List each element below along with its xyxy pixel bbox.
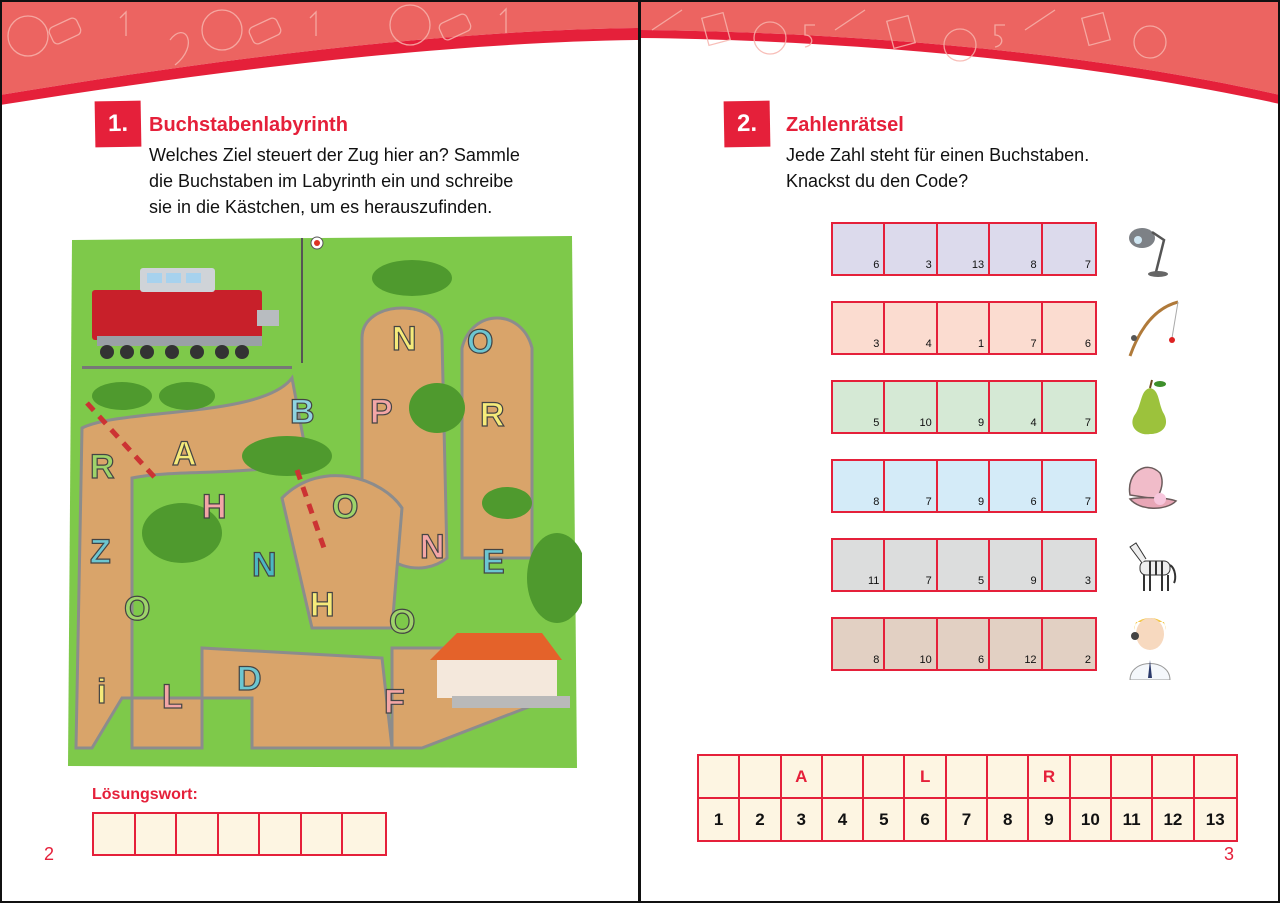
key-letter-cell[interactable] [947,756,988,797]
key-letter-cell[interactable] [1112,756,1153,797]
solution-box[interactable] [136,814,178,854]
svg-text:H: H [202,488,227,526]
key-number-cell: 8 [988,799,1029,840]
svg-text:F: F [384,683,405,721]
code-row-oyster [831,459,1097,513]
key-letter-cell[interactable] [1153,756,1194,797]
zebra-icon [1120,535,1180,595]
key-numbers-row [699,797,1236,840]
fishing-rod-icon [1120,298,1180,358]
code-box[interactable]: 4 [990,382,1042,432]
key-letter-cell[interactable] [988,756,1029,797]
code-box[interactable]: 6 [990,461,1042,511]
code-box[interactable]: 11 [833,540,885,590]
page-number: 3 [1224,844,1235,864]
code-box[interactable]: 3 [833,303,885,353]
code-box[interactable]: 3 [1084,575,1091,587]
code-box[interactable]: 8 [833,619,885,669]
code-box[interactable]: 4 [885,303,937,353]
oyster-pearl-icon [1120,455,1180,515]
solution-word-label: Lösungswort: [92,786,198,803]
code-box[interactable]: 1 [938,303,990,353]
code-box[interactable]: 8 [990,224,1042,274]
code-key-table [697,754,1238,842]
page-number: 2 [44,844,55,864]
code-box[interactable]: 6 [938,619,990,669]
key-letter-cell[interactable] [699,756,740,797]
solution-box[interactable] [94,814,136,854]
key-letter-cell[interactable] [823,756,864,797]
code-box[interactable]: 10 [885,382,937,432]
svg-text:L: L [162,678,183,716]
key-number-cell: 3 [782,799,823,840]
code-box[interactable]: 9 [938,461,990,511]
spine-divider [638,0,641,903]
key-number-cell: 5 [864,799,905,840]
svg-text:P: P [370,393,393,431]
key-letter-cell[interactable]: A [782,756,823,797]
key-number-cell: 11 [1112,799,1153,840]
instruction-line: Welches Ziel steuert der Zug hier an? Sammle [149,145,520,165]
solution-box[interactable] [219,814,261,854]
svg-text:O: O [389,603,416,641]
solution-word-boxes [92,812,387,856]
code-box[interactable]: 7 [885,540,937,590]
code-box[interactable]: 9 [990,540,1042,590]
key-letter-cell[interactable]: R [1029,756,1070,797]
code-box[interactable]: 6 [833,224,885,274]
key-letter-cell[interactable] [1195,756,1236,797]
code-box[interactable]: 7 [1084,259,1091,271]
key-number-cell: 2 [740,799,781,840]
pear-icon [1120,376,1180,436]
svg-text:A: A [172,435,197,473]
key-number-cell: 13 [1205,809,1225,829]
key-number-cell: 10 [1071,799,1112,840]
svg-text:B: B [290,393,315,431]
code-box[interactable]: 9 [938,382,990,432]
svg-text:H: H [310,586,335,624]
key-number-cell: 6 [905,799,946,840]
instruction-line: Knackst du den Code? [786,171,969,191]
key-letter-cell[interactable] [740,756,781,797]
key-letters-row [699,756,1236,797]
pilot-icon [1120,610,1180,680]
key-number-cell: 1 [699,799,740,840]
code-row-pilot [831,617,1097,671]
svg-text:N: N [392,320,417,358]
svg-text:N: N [420,528,445,566]
task-instructions [149,142,520,220]
instruction-line: die Buchstaben im Labyrinth ein und schreibe [149,171,514,191]
solution-box[interactable] [343,814,385,854]
code-box[interactable]: 5 [833,382,885,432]
code-box[interactable]: 7 [990,303,1042,353]
header-banner [0,0,640,110]
svg-text:O: O [124,590,151,628]
svg-text:O: O [467,323,494,361]
code-box[interactable]: 12 [990,619,1042,669]
solution-box[interactable] [302,814,344,854]
instruction-line: Jede Zahl steht für einen Buchstaben. [786,145,1090,165]
solution-box[interactable] [260,814,302,854]
key-number-cell: 12 [1153,799,1194,840]
solution-box[interactable] [177,814,219,854]
code-row-pear [831,380,1097,434]
code-box[interactable]: 7 [1084,417,1091,429]
code-box[interactable]: 3 [885,224,937,274]
key-number-cell: 4 [823,799,864,840]
code-box[interactable]: 10 [885,619,937,669]
code-row-fishing-rod [831,301,1097,355]
code-box[interactable]: 8 [833,461,885,511]
task-title: Buchstabenlabyrinth [149,114,348,136]
code-box[interactable]: 2 [1084,654,1091,666]
lamp-icon [1120,220,1180,280]
header-banner [640,0,1280,110]
code-box[interactable]: 7 [885,461,937,511]
task-number-badge: 2. [724,101,771,148]
task-title: Zahlenrätsel [786,114,904,136]
svg-text:R: R [90,448,115,486]
code-row-lamp [831,222,1097,276]
svg-text:O: O [332,488,359,526]
svg-text:i: i [97,673,107,711]
task-instructions [786,142,1089,194]
key-letter-cell[interactable] [1071,756,1112,797]
svg-text:Z: Z [90,533,111,571]
key-letter-cell[interactable] [864,756,905,797]
key-number-cell: 9 [1029,799,1070,840]
code-box[interactable]: 13 [938,224,990,274]
letter-maze-illustration [62,228,582,773]
station-house-icon [430,633,570,708]
svg-text:N: N [252,546,277,584]
key-number-cell: 7 [947,799,988,840]
code-box[interactable]: 5 [938,540,990,590]
svg-text:R: R [480,396,505,434]
svg-text:E: E [482,543,505,581]
code-row-zebra [831,538,1097,592]
code-box[interactable]: 6 [1084,338,1091,350]
svg-text:D: D [237,660,262,698]
key-letter-cell[interactable]: L [905,756,946,797]
instruction-line: sie in die Kästchen, um es herauszufinden. [149,197,493,217]
task-number-badge: 1. [95,101,142,148]
code-box[interactable]: 7 [1084,496,1091,508]
right-page [640,0,1280,903]
